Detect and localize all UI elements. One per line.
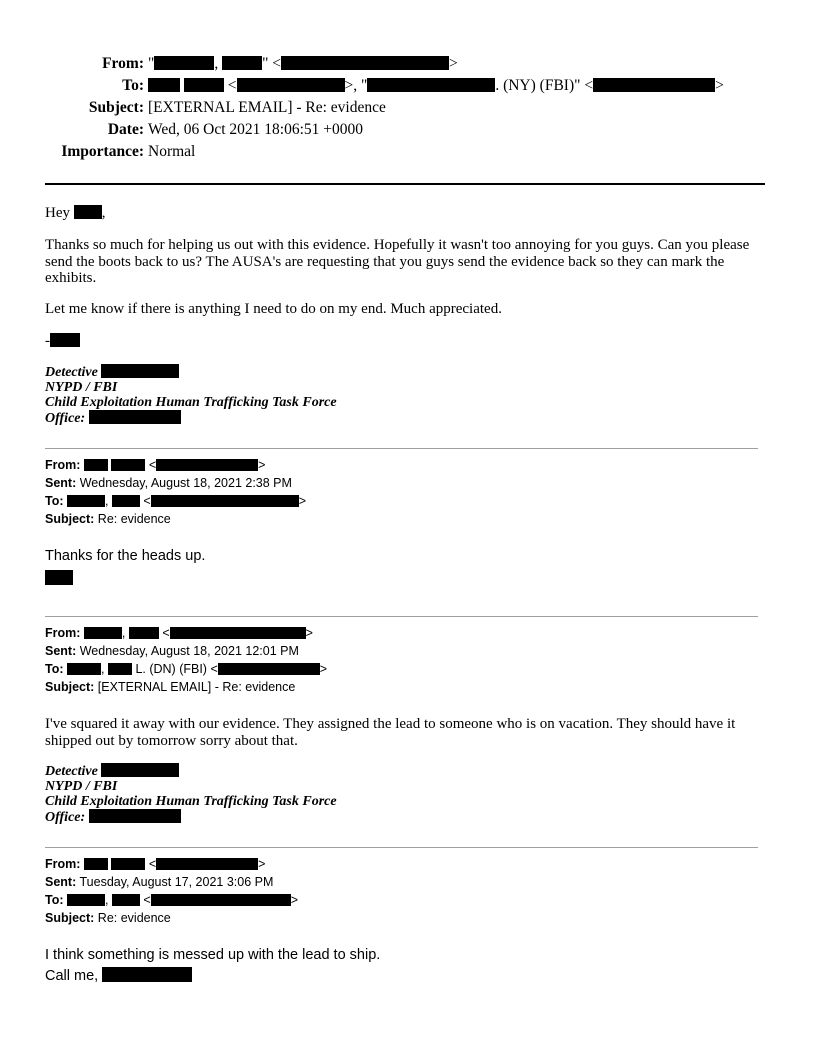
importance-value: Normal [148, 143, 196, 160]
header-subject-row [0, 97, 760, 119]
reply2-header: From: , < > Sent: Wednesday, August 18, 2021 12:01 PM To: , L. (DN) (FBI) < > Subject: [EXTERNAL EMAIL] - Re: evidence [45, 626, 328, 694]
message1-signoff: - [45, 333, 761, 350]
signature-agency: NYPD / FBI [45, 380, 118, 395]
reply3-body: I think something is messed up with the lead to ship. Call me, [45, 947, 381, 984]
reply-divider [45, 448, 758, 449]
redaction [112, 495, 140, 507]
from-label: From: [102, 55, 144, 72]
signature-block [45, 364, 337, 426]
redaction [218, 663, 320, 675]
subject-value: [EXTERNAL EMAIL] - Re: evidence [148, 99, 386, 116]
redaction [101, 763, 179, 777]
date-value: Wed, 06 Oct 2021 18:06:51 +0000 [148, 121, 364, 138]
header-date-row [0, 119, 760, 141]
header-from-row: From: " , " < > [0, 53, 760, 75]
redaction [129, 627, 159, 639]
redaction [111, 459, 145, 471]
redaction [108, 663, 132, 675]
redaction [84, 627, 122, 639]
reply2-body: I've squared it away with our evidence. They assigned the lead to someone who is on vacation. They should have it shipped out by tomorrow sorry about that. [45, 716, 736, 749]
reply-divider [45, 616, 758, 617]
redaction [67, 495, 105, 507]
subject-label: Subject: [88, 99, 144, 116]
redaction [102, 967, 192, 982]
redaction [112, 894, 140, 906]
redaction [67, 663, 101, 675]
date-label: Date: [107, 121, 144, 138]
signature-unit: Child Exploitation Human Trafficking Task Force [45, 395, 337, 410]
redaction [89, 410, 181, 424]
redaction [74, 205, 102, 219]
redaction [367, 78, 495, 92]
signature-block: Detective NYPD / FBI Child Exploitation Human Trafficking Task Force Office: [45, 764, 337, 825]
reply1-header: From: < > Sent: Wednesday, August 18, 2021 2:38 PM To: , < > Subject: Re: evidence [45, 458, 307, 526]
message1-paragraph2: Let me know if there is anything I need to do on my end. Much appreciated. [45, 301, 502, 317]
redaction [101, 364, 179, 378]
message1-paragraph1: Thanks so much for helping us out with this evidence. Hopefully it wasn't too annoying for you guys. Can you please send the boots back to us? The AUSA's are requesting that you guys send the evidence back so they can mark the exhibits. [45, 237, 750, 286]
redaction [111, 858, 145, 870]
header-to-row: To: < >, " . (NY) (FBI)" < > [0, 75, 760, 97]
redaction [148, 78, 180, 92]
redaction [156, 459, 258, 471]
redaction [593, 78, 715, 92]
redaction [154, 56, 214, 70]
signature-office-label: Office: [45, 411, 86, 426]
redaction [89, 809, 181, 823]
to-suffix: . (NY) (FBI)" [495, 77, 581, 94]
redaction [151, 495, 299, 507]
header-importance-row [0, 141, 760, 163]
importance-label: Importance: [61, 143, 144, 160]
redaction [237, 78, 345, 92]
redaction [84, 459, 108, 471]
reply1-body: Thanks for the heads up. [45, 548, 206, 564]
redaction [281, 56, 449, 70]
greeting: Hey , [45, 205, 106, 221]
redaction [50, 333, 80, 347]
redaction [222, 56, 262, 70]
redaction [156, 858, 258, 870]
redaction [170, 627, 306, 639]
redaction [184, 78, 224, 92]
reply-divider [45, 847, 758, 848]
signature-title: Detective [45, 365, 98, 380]
to-label: To: [122, 77, 144, 94]
redaction [67, 894, 105, 906]
redaction [84, 858, 108, 870]
redaction [151, 894, 291, 906]
redaction [45, 570, 73, 585]
header-divider [45, 183, 765, 185]
reply3-header: From: < > Sent: Tuesday, August 17, 2021 3:06 PM To: , < > Subject: Re: evidence [45, 857, 299, 925]
